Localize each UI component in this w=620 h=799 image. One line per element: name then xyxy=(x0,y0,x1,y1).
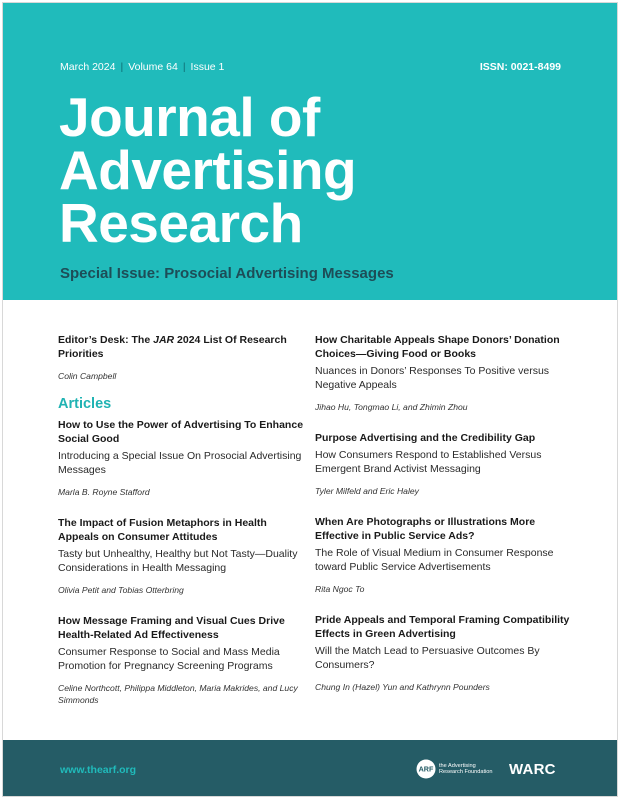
meta-separator: | xyxy=(120,61,124,73)
article-entry xyxy=(315,613,577,693)
entry-subtitle: The Role of Visual Medium in Consumer Response toward Public Service Advertisements xyxy=(315,547,554,573)
entry-subtitle: Tasty but Unhealthy, Healthy but Not Tasty—Duality Considerations in Health Messaging xyxy=(58,548,298,574)
journal-title xyxy=(59,86,579,254)
arf-logo-icon xyxy=(416,759,436,779)
entry-title-text: Editor’s Desk: The xyxy=(58,334,154,346)
cover-header xyxy=(3,3,617,300)
article-entry xyxy=(315,515,577,595)
article-entry xyxy=(315,333,577,413)
arf-name xyxy=(439,763,493,775)
entry-subtitle: Introducing a Special Issue On Prosocial Advertising Messages xyxy=(58,450,302,476)
entry-title xyxy=(58,333,308,361)
cover-footer xyxy=(3,740,617,797)
entry-author: Colin Campbell xyxy=(58,371,117,381)
article-entry xyxy=(58,418,308,498)
editor-desk-entry xyxy=(58,333,308,382)
entry-subtitle: Nuances in Donors’ Responses To Positive versus Negative Appeals xyxy=(315,365,550,391)
special-issue-title: Special Issue: Prosocial Advertising Messages xyxy=(60,265,394,282)
issue-volume: Volume 64 xyxy=(128,61,178,73)
issue-number: Issue 1 xyxy=(190,61,225,73)
entry-title-italic: JAR xyxy=(153,334,175,346)
journal-title-line: Advertising xyxy=(59,139,357,201)
arf-name-line: Research Foundation xyxy=(439,769,493,775)
entry-author: Jihao Hu, Tongmao Li, and Zhimin Zhou xyxy=(315,402,468,412)
issue-meta xyxy=(60,61,224,73)
arf-logo xyxy=(416,759,493,779)
entry-title: The Impact of Fusion Metaphors in Health Appeals on Consumer Attitudes xyxy=(58,517,267,543)
entry-title: How to Use the Power of Advertising To Enhance Social Good xyxy=(58,419,304,445)
articles-heading: Articles xyxy=(58,396,112,412)
entry-author: Marla B. Royne Stafford xyxy=(58,487,150,497)
warc-logo: WARC xyxy=(509,761,556,778)
entry-author: Rita Ngoc To xyxy=(315,584,365,594)
issue-date: March 2024 xyxy=(60,61,116,73)
entry-subtitle: How Consumers Respond to Established Versus Emergent Brand Activist Messaging xyxy=(315,449,542,475)
journal-title-line: Research xyxy=(59,192,303,254)
article-entry xyxy=(58,614,308,706)
right-column xyxy=(315,333,577,693)
entry-author: Celine Northcott, Philippa Middleton, Maria Makrides, and Lucy Simmonds xyxy=(58,683,298,705)
entry-subtitle: Will the Match Lead to Persuasive Outcomes By Consumers? xyxy=(315,645,540,671)
entry-title-text: 2024 List Of Research Priorities xyxy=(58,334,287,360)
journal-title-line: Journal of xyxy=(59,86,320,148)
website-link[interactable]: www.thearf.org xyxy=(60,764,137,776)
entry-title: Pride Appeals and Temporal Framing Compatibility Effects in Green Advertising xyxy=(315,614,570,640)
entry-title: How Charitable Appeals Shape Donors’ Donation Choices—Giving Food or Books xyxy=(315,334,560,360)
entry-title: How Message Framing and Visual Cues Drive Health-Related Ad Effectiveness xyxy=(58,615,285,641)
meta-separator: | xyxy=(182,61,186,73)
entry-author: Tyler Milfeld and Eric Haley xyxy=(315,486,419,496)
entry-title: When Are Photographs or Illustrations More Effective in Public Service Ads? xyxy=(315,516,536,542)
arf-name-line: the Advertising xyxy=(439,763,476,769)
entry-subtitle: Consumer Response to Social and Mass Media Promotion for Pregnancy Screening Programs xyxy=(58,646,280,672)
entry-title: Purpose Advertising and the Credibility Gap xyxy=(315,432,536,444)
article-entry xyxy=(315,431,577,497)
entry-author: Chung In (Hazel) Yun and Kathrynn Pounders xyxy=(315,682,490,692)
left-column xyxy=(58,333,308,706)
arf-logo-letters: ARF xyxy=(418,764,434,774)
entry-author: Olivia Petit and Tobias Otterbring xyxy=(58,585,184,595)
article-entry xyxy=(58,516,308,596)
issn: ISSN: 0021-8499 xyxy=(479,61,561,73)
